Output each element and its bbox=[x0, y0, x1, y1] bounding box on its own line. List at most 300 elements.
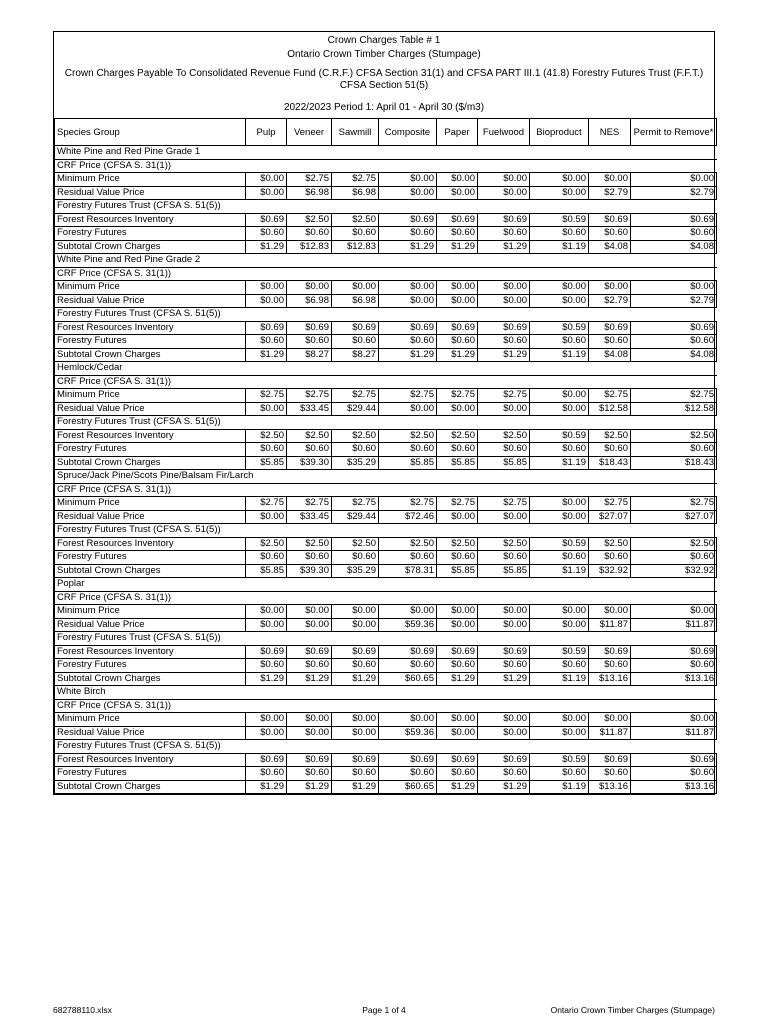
value-cell: $0.60 bbox=[246, 659, 287, 673]
table-row bbox=[55, 726, 717, 740]
value-cell: $0.60 bbox=[631, 227, 717, 241]
value-cell: $0.60 bbox=[589, 767, 631, 781]
value-cell: $0.00 bbox=[478, 186, 530, 200]
value-cell: $2.79 bbox=[631, 186, 717, 200]
value-cell: $2.50 bbox=[631, 537, 717, 551]
value-cell: $0.60 bbox=[478, 767, 530, 781]
value-cell: $2.75 bbox=[437, 389, 478, 403]
column-header: Species Group bbox=[55, 119, 246, 146]
value-cell: $0.00 bbox=[287, 281, 332, 295]
value-cell: $2.75 bbox=[246, 389, 287, 403]
value-cell: $0.60 bbox=[478, 551, 530, 565]
value-cell: $0.69 bbox=[332, 645, 379, 659]
value-cell: $1.29 bbox=[478, 780, 530, 794]
value-cell: $0.60 bbox=[379, 767, 437, 781]
value-cell: $0.69 bbox=[287, 753, 332, 767]
row-label: Minimum Price bbox=[55, 389, 246, 403]
value-cell: $0.60 bbox=[437, 443, 478, 457]
value-cell: $2.75 bbox=[437, 497, 478, 511]
species-group-row-label: White Pine and Red Pine Grade 2 bbox=[55, 254, 717, 268]
value-cell: $2.50 bbox=[437, 429, 478, 443]
section-row bbox=[55, 483, 717, 497]
value-cell: $12.83 bbox=[287, 240, 332, 254]
value-cell: $0.60 bbox=[332, 443, 379, 457]
section-row bbox=[55, 740, 717, 754]
value-cell: $0.60 bbox=[631, 335, 717, 349]
table-row bbox=[55, 672, 717, 686]
value-cell: $1.29 bbox=[437, 240, 478, 254]
column-header: Veneer bbox=[287, 119, 332, 146]
value-cell: $0.60 bbox=[530, 659, 589, 673]
value-cell: $0.60 bbox=[332, 335, 379, 349]
value-cell: $0.60 bbox=[287, 551, 332, 565]
row-label: Forest Resources Inventory bbox=[55, 753, 246, 767]
value-cell: $2.50 bbox=[589, 429, 631, 443]
table-row bbox=[55, 713, 717, 727]
value-cell: $5.85 bbox=[246, 456, 287, 470]
value-cell: $0.69 bbox=[437, 213, 478, 227]
row-label: Residual Value Price bbox=[55, 726, 246, 740]
value-cell: $13.16 bbox=[589, 672, 631, 686]
footer-page: Page 1 of 4 bbox=[362, 1005, 406, 1015]
section-row-label: Forestry Futures Trust (CFSA S. 51(5)) bbox=[55, 740, 717, 754]
value-cell: $0.69 bbox=[478, 645, 530, 659]
value-cell: $0.00 bbox=[287, 618, 332, 632]
value-cell: $1.19 bbox=[530, 240, 589, 254]
section-row-label: Forestry Futures Trust (CFSA S. 51(5)) bbox=[55, 416, 717, 430]
value-cell: $0.60 bbox=[437, 551, 478, 565]
value-cell: $2.75 bbox=[478, 497, 530, 511]
section-row bbox=[55, 159, 717, 173]
value-cell: $11.87 bbox=[631, 726, 717, 740]
value-cell: $0.00 bbox=[530, 605, 589, 619]
row-label: Residual Value Price bbox=[55, 402, 246, 416]
value-cell: $0.00 bbox=[437, 173, 478, 187]
value-cell: $0.00 bbox=[437, 294, 478, 308]
value-cell: $0.60 bbox=[332, 767, 379, 781]
value-cell: $1.29 bbox=[478, 348, 530, 362]
value-cell: $0.60 bbox=[530, 227, 589, 241]
value-cell: $0.60 bbox=[478, 227, 530, 241]
value-cell: $1.19 bbox=[530, 564, 589, 578]
table-row bbox=[55, 618, 717, 632]
section-row-label: Forestry Futures Trust (CFSA S. 51(5)) bbox=[55, 200, 717, 214]
value-cell: $2.75 bbox=[332, 389, 379, 403]
value-cell: $2.50 bbox=[478, 537, 530, 551]
row-label: Forest Resources Inventory bbox=[55, 537, 246, 551]
value-cell: $0.60 bbox=[246, 443, 287, 457]
value-cell: $0.00 bbox=[246, 713, 287, 727]
value-cell: $2.50 bbox=[379, 429, 437, 443]
species-group-row-label: White Pine and Red Pine Grade 1 bbox=[55, 146, 717, 160]
value-cell: $0.69 bbox=[437, 321, 478, 335]
value-cell: $0.60 bbox=[379, 443, 437, 457]
value-cell: $2.75 bbox=[246, 497, 287, 511]
value-cell: $1.29 bbox=[478, 672, 530, 686]
value-cell: $0.60 bbox=[631, 659, 717, 673]
value-cell: $0.00 bbox=[437, 726, 478, 740]
value-cell: $0.00 bbox=[246, 618, 287, 632]
section-row bbox=[55, 308, 717, 322]
value-cell: $0.00 bbox=[589, 713, 631, 727]
value-cell: $0.60 bbox=[332, 551, 379, 565]
value-cell: $0.00 bbox=[530, 618, 589, 632]
value-cell: $2.79 bbox=[631, 294, 717, 308]
value-cell: $2.75 bbox=[631, 497, 717, 511]
column-header: Composite bbox=[379, 119, 437, 146]
value-cell: $39.30 bbox=[287, 456, 332, 470]
value-cell: $0.69 bbox=[287, 645, 332, 659]
value-cell: $0.00 bbox=[246, 186, 287, 200]
value-cell: $0.00 bbox=[246, 510, 287, 524]
value-cell: $0.60 bbox=[287, 227, 332, 241]
value-cell: $1.29 bbox=[379, 348, 437, 362]
row-label: Minimum Price bbox=[55, 281, 246, 295]
value-cell: $0.69 bbox=[379, 321, 437, 335]
value-cell: $0.69 bbox=[589, 213, 631, 227]
table-row bbox=[55, 443, 717, 457]
value-cell: $0.69 bbox=[478, 213, 530, 227]
row-label: Forestry Futures bbox=[55, 551, 246, 565]
value-cell: $0.60 bbox=[246, 335, 287, 349]
value-cell: $0.00 bbox=[246, 402, 287, 416]
value-cell: $0.60 bbox=[589, 443, 631, 457]
value-cell: $5.85 bbox=[379, 456, 437, 470]
value-cell: $72.46 bbox=[379, 510, 437, 524]
value-cell: $0.00 bbox=[478, 281, 530, 295]
value-cell: $0.00 bbox=[589, 173, 631, 187]
table-row bbox=[55, 348, 717, 362]
value-cell: $27.07 bbox=[589, 510, 631, 524]
table-row bbox=[55, 429, 717, 443]
value-cell: $5.85 bbox=[478, 456, 530, 470]
value-cell: $0.69 bbox=[631, 645, 717, 659]
value-cell: $0.60 bbox=[530, 551, 589, 565]
value-cell: $2.75 bbox=[287, 389, 332, 403]
value-cell: $2.50 bbox=[478, 429, 530, 443]
table-row bbox=[55, 605, 717, 619]
value-cell: $0.59 bbox=[530, 429, 589, 443]
section-row-label: Forestry Futures Trust (CFSA S. 51(5)) bbox=[55, 308, 717, 322]
value-cell: $0.00 bbox=[379, 605, 437, 619]
value-cell: $35.29 bbox=[332, 456, 379, 470]
value-cell: $1.19 bbox=[530, 348, 589, 362]
value-cell: $0.60 bbox=[478, 659, 530, 673]
row-label: Residual Value Price bbox=[55, 186, 246, 200]
value-cell: $2.75 bbox=[287, 497, 332, 511]
column-header: Paper bbox=[437, 119, 478, 146]
value-cell: $1.29 bbox=[246, 348, 287, 362]
table-header bbox=[54, 35, 714, 114]
value-cell: $0.60 bbox=[287, 767, 332, 781]
value-cell: $39.30 bbox=[287, 564, 332, 578]
value-cell: $0.00 bbox=[437, 713, 478, 727]
table-row bbox=[55, 240, 717, 254]
row-label: Forestry Futures bbox=[55, 227, 246, 241]
row-label: Forest Resources Inventory bbox=[55, 429, 246, 443]
table-row bbox=[55, 321, 717, 335]
value-cell: $0.00 bbox=[246, 294, 287, 308]
value-cell: $2.79 bbox=[589, 294, 631, 308]
species-group-row bbox=[55, 362, 717, 376]
value-cell: $1.29 bbox=[332, 672, 379, 686]
value-cell: $0.60 bbox=[332, 659, 379, 673]
value-cell: $0.00 bbox=[379, 281, 437, 295]
value-cell: $0.00 bbox=[332, 618, 379, 632]
value-cell: $0.59 bbox=[530, 645, 589, 659]
value-cell: $0.00 bbox=[332, 281, 379, 295]
value-cell: $29.44 bbox=[332, 510, 379, 524]
value-cell: $2.75 bbox=[589, 389, 631, 403]
value-cell: $1.29 bbox=[246, 780, 287, 794]
section-row bbox=[55, 416, 717, 430]
value-cell: $0.00 bbox=[287, 605, 332, 619]
value-cell: $0.00 bbox=[379, 713, 437, 727]
value-cell: $1.29 bbox=[437, 780, 478, 794]
value-cell: $5.85 bbox=[437, 456, 478, 470]
value-cell: $0.59 bbox=[530, 537, 589, 551]
value-cell: $0.60 bbox=[379, 227, 437, 241]
value-cell: $4.08 bbox=[631, 240, 717, 254]
value-cell: $5.85 bbox=[437, 564, 478, 578]
row-label: Forest Resources Inventory bbox=[55, 645, 246, 659]
value-cell: $1.29 bbox=[246, 240, 287, 254]
value-cell: $0.60 bbox=[379, 335, 437, 349]
value-cell: $0.60 bbox=[478, 335, 530, 349]
value-cell: $0.60 bbox=[332, 227, 379, 241]
row-label: Residual Value Price bbox=[55, 618, 246, 632]
value-cell: $0.60 bbox=[437, 767, 478, 781]
value-cell: $0.69 bbox=[631, 753, 717, 767]
table-row bbox=[55, 213, 717, 227]
value-cell: $0.00 bbox=[530, 294, 589, 308]
value-cell: $0.59 bbox=[530, 321, 589, 335]
value-cell: $1.19 bbox=[530, 456, 589, 470]
value-cell: $0.00 bbox=[631, 281, 717, 295]
value-cell: $0.00 bbox=[332, 605, 379, 619]
column-header-row bbox=[55, 119, 717, 146]
value-cell: $0.60 bbox=[589, 551, 631, 565]
value-cell: $0.00 bbox=[478, 726, 530, 740]
row-label: Forestry Futures bbox=[55, 335, 246, 349]
value-cell: $2.50 bbox=[437, 537, 478, 551]
value-cell: $1.29 bbox=[287, 672, 332, 686]
value-cell: $4.08 bbox=[589, 240, 631, 254]
value-cell: $0.00 bbox=[530, 497, 589, 511]
value-cell: $0.00 bbox=[478, 510, 530, 524]
value-cell: $0.00 bbox=[631, 173, 717, 187]
value-cell: $0.00 bbox=[530, 713, 589, 727]
value-cell: $59.36 bbox=[379, 726, 437, 740]
value-cell: $32.92 bbox=[589, 564, 631, 578]
value-cell: $0.69 bbox=[478, 753, 530, 767]
section-row-label: CRF Price (CFSA S. 31(1)) bbox=[55, 375, 717, 389]
species-group-row-label: Poplar bbox=[55, 578, 717, 592]
table-row bbox=[55, 659, 717, 673]
value-cell: $0.00 bbox=[287, 713, 332, 727]
value-cell: $0.69 bbox=[246, 213, 287, 227]
column-header: Sawmill bbox=[332, 119, 379, 146]
value-cell: $1.29 bbox=[437, 672, 478, 686]
table-row bbox=[55, 780, 717, 794]
value-cell: $2.75 bbox=[379, 497, 437, 511]
row-label: Subtotal Crown Charges bbox=[55, 456, 246, 470]
value-cell: $11.87 bbox=[631, 618, 717, 632]
value-cell: $0.60 bbox=[631, 551, 717, 565]
value-cell: $1.19 bbox=[530, 672, 589, 686]
value-cell: $0.00 bbox=[478, 402, 530, 416]
value-cell: $6.98 bbox=[287, 186, 332, 200]
table-row bbox=[55, 281, 717, 295]
section-row bbox=[55, 591, 717, 605]
value-cell: $18.43 bbox=[631, 456, 717, 470]
value-cell: $0.69 bbox=[379, 753, 437, 767]
table-row bbox=[55, 402, 717, 416]
value-cell: $0.59 bbox=[530, 753, 589, 767]
value-cell: $2.75 bbox=[332, 173, 379, 187]
value-cell: $0.00 bbox=[530, 389, 589, 403]
row-label: Minimum Price bbox=[55, 497, 246, 511]
value-cell: $0.00 bbox=[246, 605, 287, 619]
value-cell: $0.00 bbox=[437, 186, 478, 200]
table-row bbox=[55, 389, 717, 403]
value-cell: $2.50 bbox=[287, 537, 332, 551]
value-cell: $0.00 bbox=[530, 173, 589, 187]
value-cell: $0.00 bbox=[437, 510, 478, 524]
value-cell: $59.36 bbox=[379, 618, 437, 632]
value-cell: $33.45 bbox=[287, 402, 332, 416]
section-row-label: Forestry Futures Trust (CFSA S. 51(5)) bbox=[55, 632, 717, 646]
value-cell: $2.50 bbox=[589, 537, 631, 551]
value-cell: $0.60 bbox=[246, 767, 287, 781]
value-cell: $2.75 bbox=[332, 497, 379, 511]
table-row bbox=[55, 564, 717, 578]
table-description: Crown Charges Payable To Consolidated Revenue Fund (C.R.F.) CFSA Section 31(1) and CFSA PART III.1 (41.8) Forestry Futures Trust (F.F.T.) CFSA Section 51(5) bbox=[64, 68, 704, 91]
table-row bbox=[55, 510, 717, 524]
row-label: Residual Value Price bbox=[55, 510, 246, 524]
charges-sheet bbox=[53, 31, 715, 795]
value-cell: $0.60 bbox=[478, 443, 530, 457]
row-label: Forestry Futures bbox=[55, 767, 246, 781]
value-cell: $0.00 bbox=[437, 402, 478, 416]
value-cell: $0.00 bbox=[530, 726, 589, 740]
row-label: Subtotal Crown Charges bbox=[55, 240, 246, 254]
value-cell: $2.79 bbox=[589, 186, 631, 200]
value-cell: $0.00 bbox=[478, 294, 530, 308]
table-row bbox=[55, 753, 717, 767]
value-cell: $0.69 bbox=[437, 645, 478, 659]
value-cell: $12.83 bbox=[332, 240, 379, 254]
species-group-row bbox=[55, 578, 717, 592]
value-cell: $18.43 bbox=[589, 456, 631, 470]
value-cell: $2.50 bbox=[246, 537, 287, 551]
row-label: Subtotal Crown Charges bbox=[55, 780, 246, 794]
value-cell: $0.60 bbox=[287, 659, 332, 673]
species-group-row-label: Spruce/Jack Pine/Scots Pine/Balsam Fir/Larch bbox=[55, 470, 717, 484]
value-cell: $0.60 bbox=[287, 335, 332, 349]
value-cell: $60.65 bbox=[379, 672, 437, 686]
value-cell: $0.69 bbox=[437, 753, 478, 767]
value-cell: $60.65 bbox=[379, 780, 437, 794]
value-cell: $0.00 bbox=[530, 281, 589, 295]
table-row bbox=[55, 537, 717, 551]
value-cell: $2.50 bbox=[246, 429, 287, 443]
section-row-label: CRF Price (CFSA S. 31(1)) bbox=[55, 699, 717, 713]
value-cell: $0.60 bbox=[530, 767, 589, 781]
table-row bbox=[55, 767, 717, 781]
row-label: Subtotal Crown Charges bbox=[55, 564, 246, 578]
species-group-row-label: Hemlock/Cedar bbox=[55, 362, 717, 376]
value-cell: $0.00 bbox=[631, 713, 717, 727]
value-cell: $4.08 bbox=[589, 348, 631, 362]
value-cell: $0.69 bbox=[246, 645, 287, 659]
value-cell: $32.92 bbox=[631, 564, 717, 578]
period-label: 2022/2023 Period 1: April 01 - April 30 ($/m3) bbox=[283, 102, 485, 113]
row-label: Subtotal Crown Charges bbox=[55, 672, 246, 686]
section-row-label: CRF Price (CFSA S. 31(1)) bbox=[55, 591, 717, 605]
value-cell: $0.60 bbox=[379, 551, 437, 565]
value-cell: $0.60 bbox=[379, 659, 437, 673]
value-cell: $29.44 bbox=[332, 402, 379, 416]
value-cell: $12.58 bbox=[631, 402, 717, 416]
value-cell: $78.31 bbox=[379, 564, 437, 578]
value-cell: $0.69 bbox=[631, 213, 717, 227]
value-cell: $11.87 bbox=[589, 618, 631, 632]
value-cell: $0.00 bbox=[287, 726, 332, 740]
value-cell: $6.98 bbox=[332, 186, 379, 200]
value-cell: $1.29 bbox=[287, 780, 332, 794]
value-cell: $0.69 bbox=[631, 321, 717, 335]
section-row bbox=[55, 200, 717, 214]
value-cell: $0.00 bbox=[437, 281, 478, 295]
value-cell: $0.00 bbox=[530, 186, 589, 200]
value-cell: $0.60 bbox=[437, 227, 478, 241]
value-cell: $0.60 bbox=[589, 659, 631, 673]
value-cell: $2.75 bbox=[589, 497, 631, 511]
value-cell: $0.60 bbox=[287, 443, 332, 457]
value-cell: $0.00 bbox=[379, 173, 437, 187]
value-cell: $0.00 bbox=[530, 402, 589, 416]
value-cell: $4.08 bbox=[631, 348, 717, 362]
column-header: Permit to Remove* bbox=[631, 119, 717, 146]
table-row bbox=[55, 456, 717, 470]
value-cell: $2.75 bbox=[287, 173, 332, 187]
value-cell: $0.00 bbox=[530, 510, 589, 524]
species-group-row bbox=[55, 146, 717, 160]
value-cell: $13.16 bbox=[631, 780, 717, 794]
value-cell: $0.60 bbox=[530, 335, 589, 349]
section-row bbox=[55, 524, 717, 538]
value-cell: $2.50 bbox=[332, 429, 379, 443]
value-cell: $0.60 bbox=[437, 335, 478, 349]
value-cell: $0.00 bbox=[246, 281, 287, 295]
column-header: NES bbox=[589, 119, 631, 146]
section-row bbox=[55, 267, 717, 281]
value-cell: $2.50 bbox=[287, 213, 332, 227]
value-cell: $0.00 bbox=[478, 173, 530, 187]
value-cell: $2.50 bbox=[287, 429, 332, 443]
value-cell: $0.69 bbox=[332, 753, 379, 767]
value-cell: $0.00 bbox=[332, 726, 379, 740]
table-row bbox=[55, 186, 717, 200]
value-cell: $0.00 bbox=[379, 186, 437, 200]
value-cell: $1.29 bbox=[379, 240, 437, 254]
value-cell: $8.27 bbox=[332, 348, 379, 362]
table-row bbox=[55, 335, 717, 349]
footer-filename: 682788110.xlsx bbox=[53, 1005, 112, 1015]
value-cell: $0.60 bbox=[437, 659, 478, 673]
value-cell: $2.50 bbox=[379, 537, 437, 551]
